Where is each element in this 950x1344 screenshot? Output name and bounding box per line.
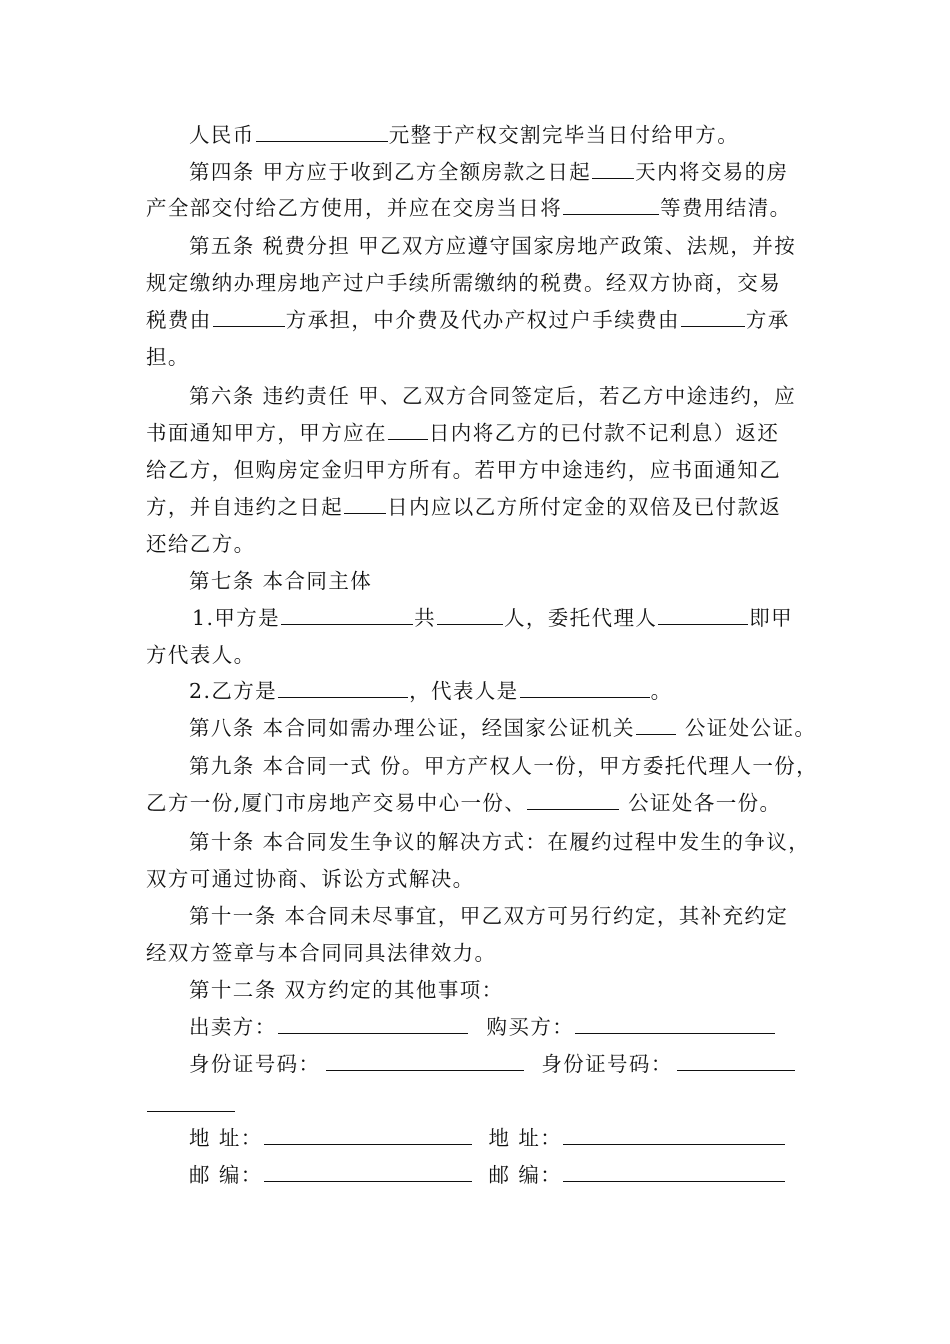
blank-notary[interactable]	[636, 714, 676, 735]
art5-line2: 规定缴纳办理房地产过户手续所需缴纳的税费。经双方协商，交易	[146, 271, 782, 295]
seller-id-label: 身份证号码：	[189, 1052, 321, 1076]
text: 第四条 甲方应于收到乙方全额房款之日起	[189, 160, 592, 184]
art6-line2	[146, 418, 816, 448]
buyer-address-label: 地 址：	[488, 1126, 563, 1150]
text: 元整于产权交割完毕当日付给甲方。	[388, 123, 740, 147]
art12-title: 第十二条 双方约定的其他事项：	[189, 978, 504, 1002]
text: 日内将乙方的已付款不记利息）返还	[428, 421, 780, 445]
art5-line1: 第五条 税费分担 甲乙双方应遵守国家房地产政策、法规，并按	[189, 234, 797, 258]
text: 人民币	[189, 123, 255, 147]
seller-address-label: 地 址：	[189, 1126, 263, 1150]
buyer-id-label: 身份证号码：	[541, 1052, 673, 1076]
buyer-zip-label: 邮 编：	[488, 1163, 563, 1187]
text: 方，并自违约之日起	[146, 495, 344, 519]
text: 第八条 本合同如需办理公证，经国家公证机关	[189, 716, 635, 740]
blank-agent[interactable]	[658, 604, 748, 625]
art7-title: 第七条 本合同主体	[189, 569, 373, 593]
seller-field[interactable]	[278, 1013, 468, 1034]
blank-agency-party[interactable]	[681, 306, 745, 327]
text: 方承担，中介费及代办产权过户手续费由	[285, 308, 680, 332]
art11-line2: 经双方签章与本合同同具法律效力。	[146, 941, 497, 965]
art8-line	[189, 713, 816, 743]
art6-line5: 还给乙方。	[146, 532, 256, 556]
art5-line3	[146, 305, 816, 335]
art6-line4	[146, 492, 816, 522]
text: 。	[650, 679, 673, 703]
sign-zip	[189, 1160, 816, 1190]
sign-id	[189, 1049, 816, 1079]
seller-zip-field[interactable]	[264, 1161, 472, 1182]
text: 方承	[745, 308, 790, 332]
buyer-address-field[interactable]	[563, 1124, 785, 1145]
seller-zip-label: 邮 编：	[189, 1163, 263, 1187]
text: 公证处公证。	[676, 716, 817, 740]
text: 2.乙方是	[189, 679, 278, 703]
buyer-label: 购买方：	[486, 1015, 575, 1039]
art9-line1: 第九条 本合同一式 份。甲方产权人一份，甲方委托代理人一份，	[189, 754, 819, 778]
art10-line1: 第十条 本合同发生争议的解决方式：在履约过程中发生的争议，	[189, 830, 811, 854]
art4-line1	[189, 157, 816, 187]
text: 产全部交付给乙方使用，并应在交房当日将	[146, 196, 563, 220]
blank-notary-office[interactable]	[527, 789, 619, 810]
text: 人，委托代理人	[503, 606, 658, 630]
text: 1.甲方是	[192, 606, 281, 630]
text: 乙方一份,厦门市房地产交易中心一份、	[146, 791, 527, 815]
blank-days[interactable]	[592, 158, 634, 179]
blank-double-days[interactable]	[344, 493, 386, 514]
text: ，代表人是	[409, 679, 519, 703]
seller-label: 出卖方：	[189, 1015, 277, 1039]
blank-party-a[interactable]	[281, 604, 413, 625]
text: 天内将交易的房	[635, 160, 789, 184]
text: 税费由	[146, 308, 212, 332]
text: 书面通知甲方，甲方应在	[146, 421, 387, 445]
blank-count[interactable]	[437, 604, 503, 625]
art6-line3: 给乙方，但购房定金归甲方所有。若甲方中途违约，应书面通知乙	[146, 458, 782, 482]
art3-line	[189, 120, 816, 150]
art9-line2	[146, 788, 816, 818]
blank-amount[interactable]	[256, 121, 388, 142]
blank-refund-days[interactable]	[388, 419, 428, 440]
art7-item1-cont: 方代表人。	[146, 643, 256, 667]
art5-line4: 担。	[146, 345, 190, 369]
blank-party-b[interactable]	[278, 677, 408, 698]
buyer-field[interactable]	[575, 1013, 775, 1034]
buyer-id-field-cont[interactable]	[147, 1091, 235, 1112]
art7-item2	[189, 676, 816, 706]
buyer-id-field[interactable]	[677, 1050, 795, 1071]
blank-fees[interactable]	[563, 194, 659, 215]
blank-tax-party[interactable]	[213, 306, 285, 327]
blank-representative[interactable]	[520, 677, 650, 698]
sign-id-cont	[146, 1090, 816, 1120]
buyer-zip-field[interactable]	[563, 1161, 785, 1182]
text: 共	[414, 606, 436, 630]
text: 等费用结清。	[660, 196, 792, 220]
art4-line2	[146, 193, 816, 223]
art10-line2: 双方可通过协商、诉讼方式解决。	[146, 867, 475, 891]
text: 公证处各一份。	[620, 791, 782, 815]
text: 即甲	[749, 606, 794, 630]
seller-address-field[interactable]	[264, 1124, 472, 1145]
sign-parties	[189, 1012, 816, 1042]
art6-line1: 第六条 违约责任 甲、乙双方合同签定后，若乙方中途违约，应	[189, 384, 797, 408]
art7-item1	[192, 603, 862, 633]
seller-id-field[interactable]	[326, 1050, 524, 1071]
art11-line1: 第十一条 本合同未尽事宜，甲乙双方可另行约定，其补充约定	[189, 904, 789, 928]
sign-address	[189, 1123, 816, 1153]
text: 日内应以乙方所付定金的双倍及已付款返	[387, 495, 782, 519]
